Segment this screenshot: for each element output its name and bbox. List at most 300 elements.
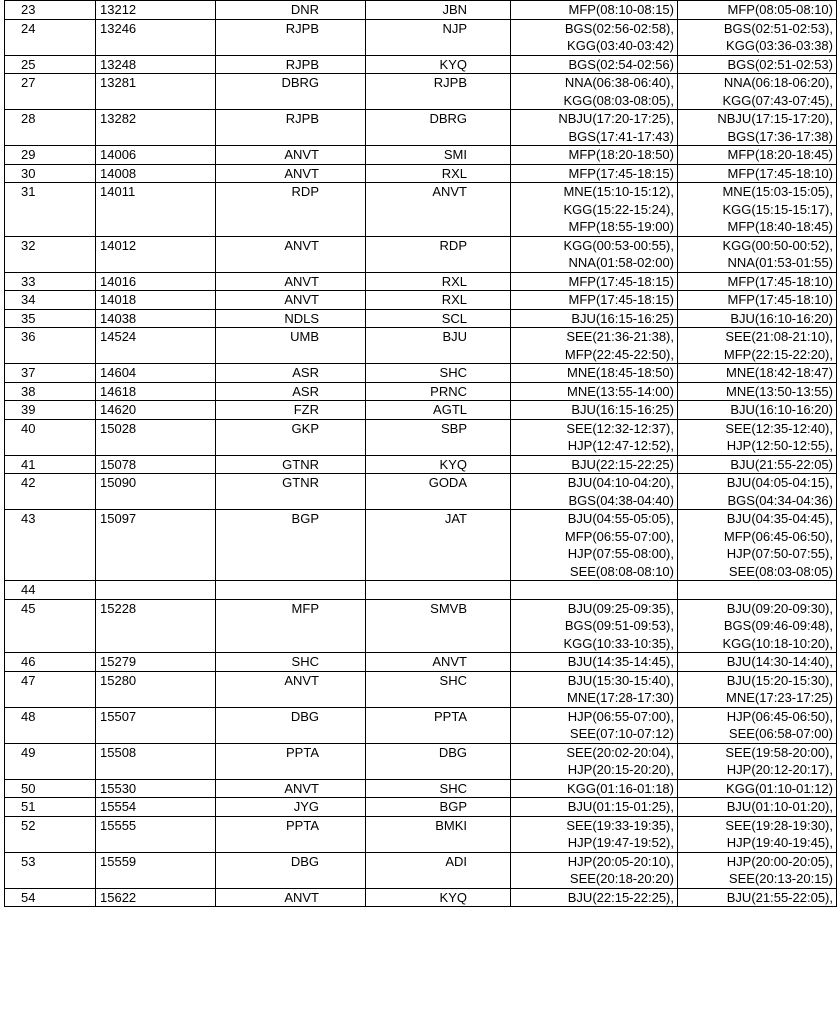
timing-line: KGG(00:50-00:52), <box>722 237 833 253</box>
table-row <box>5 743 837 779</box>
table-row <box>5 236 837 272</box>
table-row <box>5 671 837 707</box>
timing-line: KGG(07:43-07:45), <box>722 92 833 108</box>
revised-timing-cell <box>678 309 837 328</box>
train-number-cell: 14524 <box>96 328 216 364</box>
existing-timing-cell <box>511 419 678 455</box>
table-row <box>5 474 837 510</box>
to-station-cell: SHC <box>366 779 511 798</box>
serial-cell: 51 <box>5 798 96 817</box>
from-station-cell: ANVT <box>216 146 366 165</box>
train-number-cell: 15622 <box>96 888 216 907</box>
serial-cell: 24 <box>5 19 96 55</box>
timing-line: SEE(12:32-12:37), <box>566 420 674 436</box>
timing-line: BJU(01:10-01:20), <box>726 799 833 814</box>
timing-line: BGS(02:56-02:58), <box>564 20 674 36</box>
timing-line: KGG(01:16-01:18) <box>567 780 674 796</box>
timing-line: SEE(20:02-20:04), <box>566 744 674 760</box>
timing-line: BJU(16:10-16:20) <box>730 310 833 326</box>
train-number-cell: 15279 <box>96 653 216 672</box>
to-station-cell <box>366 581 511 600</box>
from-station-cell: JYG <box>216 798 366 817</box>
timing-line: MNE(15:10-15:12), <box>563 184 674 199</box>
train-number-cell: 15097 <box>96 510 216 581</box>
timing-line: BJU(04:05-04:15), <box>726 475 833 490</box>
train-number-cell: 14618 <box>96 382 216 401</box>
to-station-cell: DBRG <box>366 110 511 146</box>
to-station-cell: ADI <box>366 852 511 888</box>
from-station-cell: RJPB <box>216 55 366 74</box>
existing-timing-cell <box>511 401 678 420</box>
table-row <box>5 707 837 743</box>
serial-cell: 43 <box>5 510 96 581</box>
timing-line: MNE(17:28-17:30) <box>567 690 674 705</box>
existing-timing-cell <box>511 798 678 817</box>
timing-line: BGS(02:51-02:53), <box>723 20 833 36</box>
revised-timing-cell <box>678 364 837 383</box>
table-row <box>5 798 837 817</box>
revised-timing-cell <box>678 19 837 55</box>
existing-timing-cell <box>511 852 678 888</box>
revised-timing-cell <box>678 183 837 237</box>
existing-timing-cell <box>511 291 678 310</box>
existing-timing-cell <box>511 183 678 237</box>
serial-cell: 41 <box>5 455 96 474</box>
revised-timing-cell <box>678 74 837 110</box>
train-number-cell: 13212 <box>96 1 216 20</box>
table-row <box>5 19 837 55</box>
from-station-cell: UMB <box>216 328 366 364</box>
serial-cell: 34 <box>5 291 96 310</box>
timing-line: BJU(22:15-22:25) <box>571 456 674 472</box>
to-station-cell: RDP <box>366 236 511 272</box>
from-station-cell <box>216 581 366 600</box>
timing-line: SEE(21:36-21:38), <box>566 329 674 344</box>
existing-timing-cell <box>511 510 678 581</box>
to-station-cell: SMVB <box>366 599 511 653</box>
timing-line: NNA(01:58-02:00) <box>568 255 674 270</box>
table-row <box>5 816 837 852</box>
revised-timing-cell <box>678 164 837 183</box>
timing-line: SEE(19:58-20:00), <box>725 744 833 760</box>
table-row <box>5 888 837 907</box>
table-row <box>5 309 837 328</box>
timing-line: HJP(19:40-19:45), <box>726 835 833 850</box>
to-station-cell: KYQ <box>366 888 511 907</box>
from-station-cell: RJPB <box>216 110 366 146</box>
serial-cell: 36 <box>5 328 96 364</box>
serial-cell: 42 <box>5 474 96 510</box>
from-station-cell: ANVT <box>216 272 366 291</box>
existing-timing-cell <box>511 581 678 600</box>
timing-line: HJP(12:50-12:55), <box>726 438 833 453</box>
table-row <box>5 364 837 383</box>
timing-line: KGG(10:33-10:35), <box>563 635 674 651</box>
existing-timing-cell <box>511 653 678 672</box>
from-station-cell: ANVT <box>216 779 366 798</box>
timing-line: MNE(18:45-18:50) <box>567 365 674 380</box>
existing-timing-cell <box>511 164 678 183</box>
train-number-cell: 14012 <box>96 236 216 272</box>
timing-line: BGS(02:54-02:56) <box>568 56 674 72</box>
table-row <box>5 599 837 653</box>
revised-timing-cell <box>678 653 837 672</box>
from-station-cell: ASR <box>216 364 366 383</box>
timing-line: KGG(10:18-10:20), <box>722 635 833 651</box>
serial-cell: 31 <box>5 183 96 237</box>
table-row <box>5 328 837 364</box>
to-station-cell: SBP <box>366 419 511 455</box>
train-number-cell: 15078 <box>96 455 216 474</box>
timing-line: SEE(12:35-12:40), <box>725 420 833 436</box>
existing-timing-cell <box>511 816 678 852</box>
existing-timing-cell <box>511 236 678 272</box>
serial-cell: 30 <box>5 164 96 183</box>
revised-timing-cell <box>678 581 837 600</box>
timing-line: SEE(08:03-08:05) <box>728 563 833 579</box>
timing-line: NBJU(17:15-17:20), <box>717 111 833 126</box>
timing-line: NNA(01:53-01:55) <box>727 255 833 270</box>
timing-line: BJU(15:20-15:30), <box>726 672 833 688</box>
timing-line: SEE(20:13-20:15) <box>728 871 833 886</box>
from-station-cell: PPTA <box>216 816 366 852</box>
timing-line: HJP(20:12-20:17), <box>726 762 833 777</box>
timetable <box>4 0 837 907</box>
to-station-cell: ANVT <box>366 183 511 237</box>
timing-line: HJP(20:05-20:10), <box>567 853 674 869</box>
timing-line: BJU(04:10-04:20), <box>567 475 674 490</box>
table-row <box>5 581 837 600</box>
timing-line: SEE(06:58-07:00) <box>728 726 833 741</box>
to-station-cell: RJPB <box>366 74 511 110</box>
existing-timing-cell <box>511 474 678 510</box>
revised-timing-cell <box>678 852 837 888</box>
serial-cell: 50 <box>5 779 96 798</box>
train-number-cell: 14620 <box>96 401 216 420</box>
existing-timing-cell <box>511 328 678 364</box>
from-station-cell: MFP <box>216 599 366 653</box>
train-number-cell <box>96 581 216 600</box>
train-number-cell: 13282 <box>96 110 216 146</box>
timing-line: SEE(19:28-19:30), <box>725 817 833 833</box>
revised-timing-cell <box>678 110 837 146</box>
from-station-cell: ANVT <box>216 888 366 907</box>
timing-line: BJU(14:30-14:40), <box>726 654 833 669</box>
from-station-cell: DBRG <box>216 74 366 110</box>
train-number-cell: 13246 <box>96 19 216 55</box>
revised-timing-cell <box>678 146 837 165</box>
train-number-cell: 14038 <box>96 309 216 328</box>
timing-line <box>681 581 833 599</box>
timing-line: BJU(22:15-22:25), <box>567 889 674 905</box>
serial-cell: 28 <box>5 110 96 146</box>
table-row <box>5 272 837 291</box>
train-number-cell: 15280 <box>96 671 216 707</box>
serial-cell: 46 <box>5 653 96 672</box>
from-station-cell: GTNR <box>216 474 366 510</box>
existing-timing-cell <box>511 55 678 74</box>
revised-timing-cell <box>678 55 837 74</box>
existing-timing-cell <box>511 272 678 291</box>
train-number-cell: 14604 <box>96 364 216 383</box>
timing-line: MFP(22:15-22:20), <box>723 346 833 362</box>
train-number-cell: 15559 <box>96 852 216 888</box>
train-number-cell: 14008 <box>96 164 216 183</box>
timetable-body <box>5 1 837 907</box>
revised-timing-cell <box>678 236 837 272</box>
timing-line: MFP(06:55-07:00), <box>564 528 674 544</box>
timing-line: BJU(21:55-22:05) <box>730 456 833 472</box>
serial-cell: 39 <box>5 401 96 420</box>
timing-line: MFP(18:20-18:50) <box>568 147 674 162</box>
serial-cell: 25 <box>5 55 96 74</box>
train-number-cell: 15530 <box>96 779 216 798</box>
serial-cell: 40 <box>5 419 96 455</box>
table-row <box>5 653 837 672</box>
train-number-cell: 14018 <box>96 291 216 310</box>
timing-line: BGS(17:36-17:38) <box>727 128 833 144</box>
existing-timing-cell <box>511 779 678 798</box>
train-number-cell: 15508 <box>96 743 216 779</box>
serial-cell: 54 <box>5 888 96 907</box>
table-row <box>5 291 837 310</box>
timing-line: HJP(07:50-07:55), <box>726 546 833 561</box>
table-row <box>5 183 837 237</box>
timing-line: KGG(15:22-15:24), <box>563 201 674 217</box>
timing-line: BJU(04:35-04:45), <box>726 511 833 526</box>
revised-timing-cell <box>678 743 837 779</box>
to-station-cell: NJP <box>366 19 511 55</box>
timing-line: BJU(14:35-14:45), <box>567 654 674 669</box>
existing-timing-cell <box>511 309 678 328</box>
serial-cell: 48 <box>5 707 96 743</box>
train-number-cell: 15228 <box>96 599 216 653</box>
serial-cell: 53 <box>5 852 96 888</box>
to-station-cell: BGP <box>366 798 511 817</box>
to-station-cell: AGTL <box>366 401 511 420</box>
timing-line: MFP(18:20-18:45) <box>727 147 833 162</box>
from-station-cell: GKP <box>216 419 366 455</box>
serial-cell: 35 <box>5 309 96 328</box>
timing-line: MFP(17:45-18:10) <box>727 273 833 289</box>
from-station-cell: FZR <box>216 401 366 420</box>
timing-line: BGS(09:51-09:53), <box>564 618 674 633</box>
timing-line: SEE(07:10-07:12) <box>569 726 674 741</box>
table-row <box>5 146 837 165</box>
timing-line: BGS(09:46-09:48), <box>723 618 833 633</box>
timing-line: KGG(03:36-03:38) <box>726 38 833 53</box>
timing-line: KGG(01:10-01:12) <box>726 780 833 796</box>
train-number-cell: 14006 <box>96 146 216 165</box>
revised-timing-cell <box>678 599 837 653</box>
revised-timing-cell <box>678 779 837 798</box>
table-row <box>5 401 837 420</box>
timing-line: KGG(15:15-15:17), <box>722 201 833 217</box>
timing-line: MFP(17:45-18:15) <box>568 165 674 181</box>
existing-timing-cell <box>511 382 678 401</box>
serial-cell: 23 <box>5 1 96 20</box>
train-number-cell: 13248 <box>96 55 216 74</box>
from-station-cell: ANVT <box>216 236 366 272</box>
existing-timing-cell <box>511 19 678 55</box>
timing-line: KGG(00:53-00:55), <box>563 237 674 253</box>
timing-line: NNA(06:38-06:40), <box>564 75 674 90</box>
serial-cell: 29 <box>5 146 96 165</box>
from-station-cell: GTNR <box>216 455 366 474</box>
table-row <box>5 419 837 455</box>
to-station-cell: RXL <box>366 291 511 310</box>
revised-timing-cell <box>678 707 837 743</box>
existing-timing-cell <box>511 74 678 110</box>
existing-timing-cell <box>511 455 678 474</box>
timing-line: MFP(17:45-18:15) <box>568 292 674 307</box>
table-row <box>5 510 837 581</box>
revised-timing-cell <box>678 291 837 310</box>
existing-timing-cell <box>511 707 678 743</box>
train-number-cell: 15090 <box>96 474 216 510</box>
revised-timing-cell <box>678 1 837 20</box>
timing-line: BGS(04:34-04:36) <box>727 492 833 508</box>
revised-timing-cell <box>678 474 837 510</box>
timing-line: BJU(21:55-22:05), <box>726 889 833 905</box>
timing-line: SEE(19:33-19:35), <box>566 817 674 833</box>
serial-cell: 52 <box>5 816 96 852</box>
timing-line: HJP(12:47-12:52), <box>567 438 674 453</box>
timing-line: MNE(17:23-17:25) <box>726 690 833 705</box>
to-station-cell: JBN <box>366 1 511 20</box>
serial-cell: 44 <box>5 581 96 600</box>
existing-timing-cell <box>511 146 678 165</box>
revised-timing-cell <box>678 455 837 474</box>
to-station-cell: RXL <box>366 164 511 183</box>
to-station-cell: BMKI <box>366 816 511 852</box>
revised-timing-cell <box>678 419 837 455</box>
from-station-cell: ASR <box>216 382 366 401</box>
serial-cell: 32 <box>5 236 96 272</box>
revised-timing-cell <box>678 328 837 364</box>
from-station-cell: DBG <box>216 707 366 743</box>
revised-timing-cell <box>678 671 837 707</box>
timing-line: MFP(22:45-22:50), <box>564 346 674 362</box>
revised-timing-cell <box>678 401 837 420</box>
timing-line: MFP(18:55-19:00) <box>568 219 674 234</box>
to-station-cell: PPTA <box>366 707 511 743</box>
timing-line: HJP(20:15-20:20), <box>567 762 674 777</box>
timing-line: MFP(08:10-08:15) <box>568 2 674 17</box>
from-station-cell: ANVT <box>216 671 366 707</box>
to-station-cell: RXL <box>366 272 511 291</box>
timing-line: SEE(20:18-20:20) <box>569 871 674 886</box>
revised-timing-cell <box>678 798 837 817</box>
timing-line: BJU(09:20-09:30), <box>726 600 833 616</box>
timing-line: MFP(06:45-06:50), <box>723 528 833 544</box>
timing-line: BGS(17:41-17:43) <box>568 128 674 144</box>
to-station-cell: BJU <box>366 328 511 364</box>
from-station-cell: BGP <box>216 510 366 581</box>
timing-line: HJP(07:55-08:00), <box>567 546 674 561</box>
timing-line: HJP(20:00-20:05), <box>726 853 833 869</box>
timing-line: BJU(04:55-05:05), <box>567 511 674 526</box>
revised-timing-cell <box>678 816 837 852</box>
revised-timing-cell <box>678 272 837 291</box>
from-station-cell: ANVT <box>216 291 366 310</box>
table-row <box>5 110 837 146</box>
serial-cell: 27 <box>5 74 96 110</box>
revised-timing-cell <box>678 382 837 401</box>
serial-cell: 33 <box>5 272 96 291</box>
timing-line: MNE(13:50-13:55) <box>726 383 833 399</box>
to-station-cell: SHC <box>366 671 511 707</box>
table-row <box>5 164 837 183</box>
table-row <box>5 852 837 888</box>
from-station-cell: RDP <box>216 183 366 237</box>
from-station-cell: DBG <box>216 852 366 888</box>
timing-line: KGG(03:40-03:42) <box>567 38 674 53</box>
timing-line: BGS(02:51-02:53) <box>727 56 833 72</box>
existing-timing-cell <box>511 888 678 907</box>
table-row <box>5 382 837 401</box>
timing-line: BJU(16:15-16:25) <box>571 402 674 417</box>
to-station-cell: KYQ <box>366 55 511 74</box>
timing-line: MFP(17:45-18:10) <box>727 292 833 307</box>
train-number-cell: 13281 <box>96 74 216 110</box>
timing-line: SEE(21:08-21:10), <box>725 329 833 344</box>
serial-cell: 37 <box>5 364 96 383</box>
timing-line: MNE(18:42-18:47) <box>726 365 833 380</box>
to-station-cell: SHC <box>366 364 511 383</box>
timing-line: BJU(15:30-15:40), <box>567 672 674 688</box>
timing-line: SEE(08:08-08:10) <box>569 563 674 579</box>
timing-line: BGS(04:38-04:40) <box>568 492 674 508</box>
table-row <box>5 779 837 798</box>
to-station-cell: GODA <box>366 474 511 510</box>
timing-line: HJP(06:55-07:00), <box>567 708 674 724</box>
timing-line: KGG(08:03-08:05), <box>563 92 674 108</box>
serial-cell: 47 <box>5 671 96 707</box>
table-row <box>5 74 837 110</box>
timing-line: MNE(13:55-14:00) <box>567 383 674 399</box>
to-station-cell: JAT <box>366 510 511 581</box>
train-number-cell: 15028 <box>96 419 216 455</box>
to-station-cell: DBG <box>366 743 511 779</box>
timing-line: BJU(16:10-16:20) <box>730 402 833 417</box>
from-station-cell: DNR <box>216 1 366 20</box>
to-station-cell: SMI <box>366 146 511 165</box>
from-station-cell: ANVT <box>216 164 366 183</box>
to-station-cell: KYQ <box>366 455 511 474</box>
timing-line: MNE(15:03-15:05), <box>722 184 833 199</box>
timing-line: BJU(09:25-09:35), <box>567 600 674 616</box>
table-row <box>5 55 837 74</box>
timing-line: HJP(06:45-06:50), <box>726 708 833 724</box>
train-number-cell: 15555 <box>96 816 216 852</box>
existing-timing-cell <box>511 364 678 383</box>
existing-timing-cell <box>511 671 678 707</box>
timing-line: MFP(17:45-18:10) <box>727 165 833 181</box>
timing-line: HJP(19:47-19:52), <box>567 835 674 850</box>
to-station-cell: SCL <box>366 309 511 328</box>
existing-timing-cell <box>511 743 678 779</box>
serial-cell: 49 <box>5 743 96 779</box>
timing-line: BJU(01:15-01:25), <box>567 799 674 814</box>
existing-timing-cell <box>511 1 678 20</box>
to-station-cell: PRNC <box>366 382 511 401</box>
revised-timing-cell <box>678 510 837 581</box>
train-number-cell: 15554 <box>96 798 216 817</box>
serial-cell: 38 <box>5 382 96 401</box>
train-number-cell: 14011 <box>96 183 216 237</box>
table-row <box>5 1 837 20</box>
